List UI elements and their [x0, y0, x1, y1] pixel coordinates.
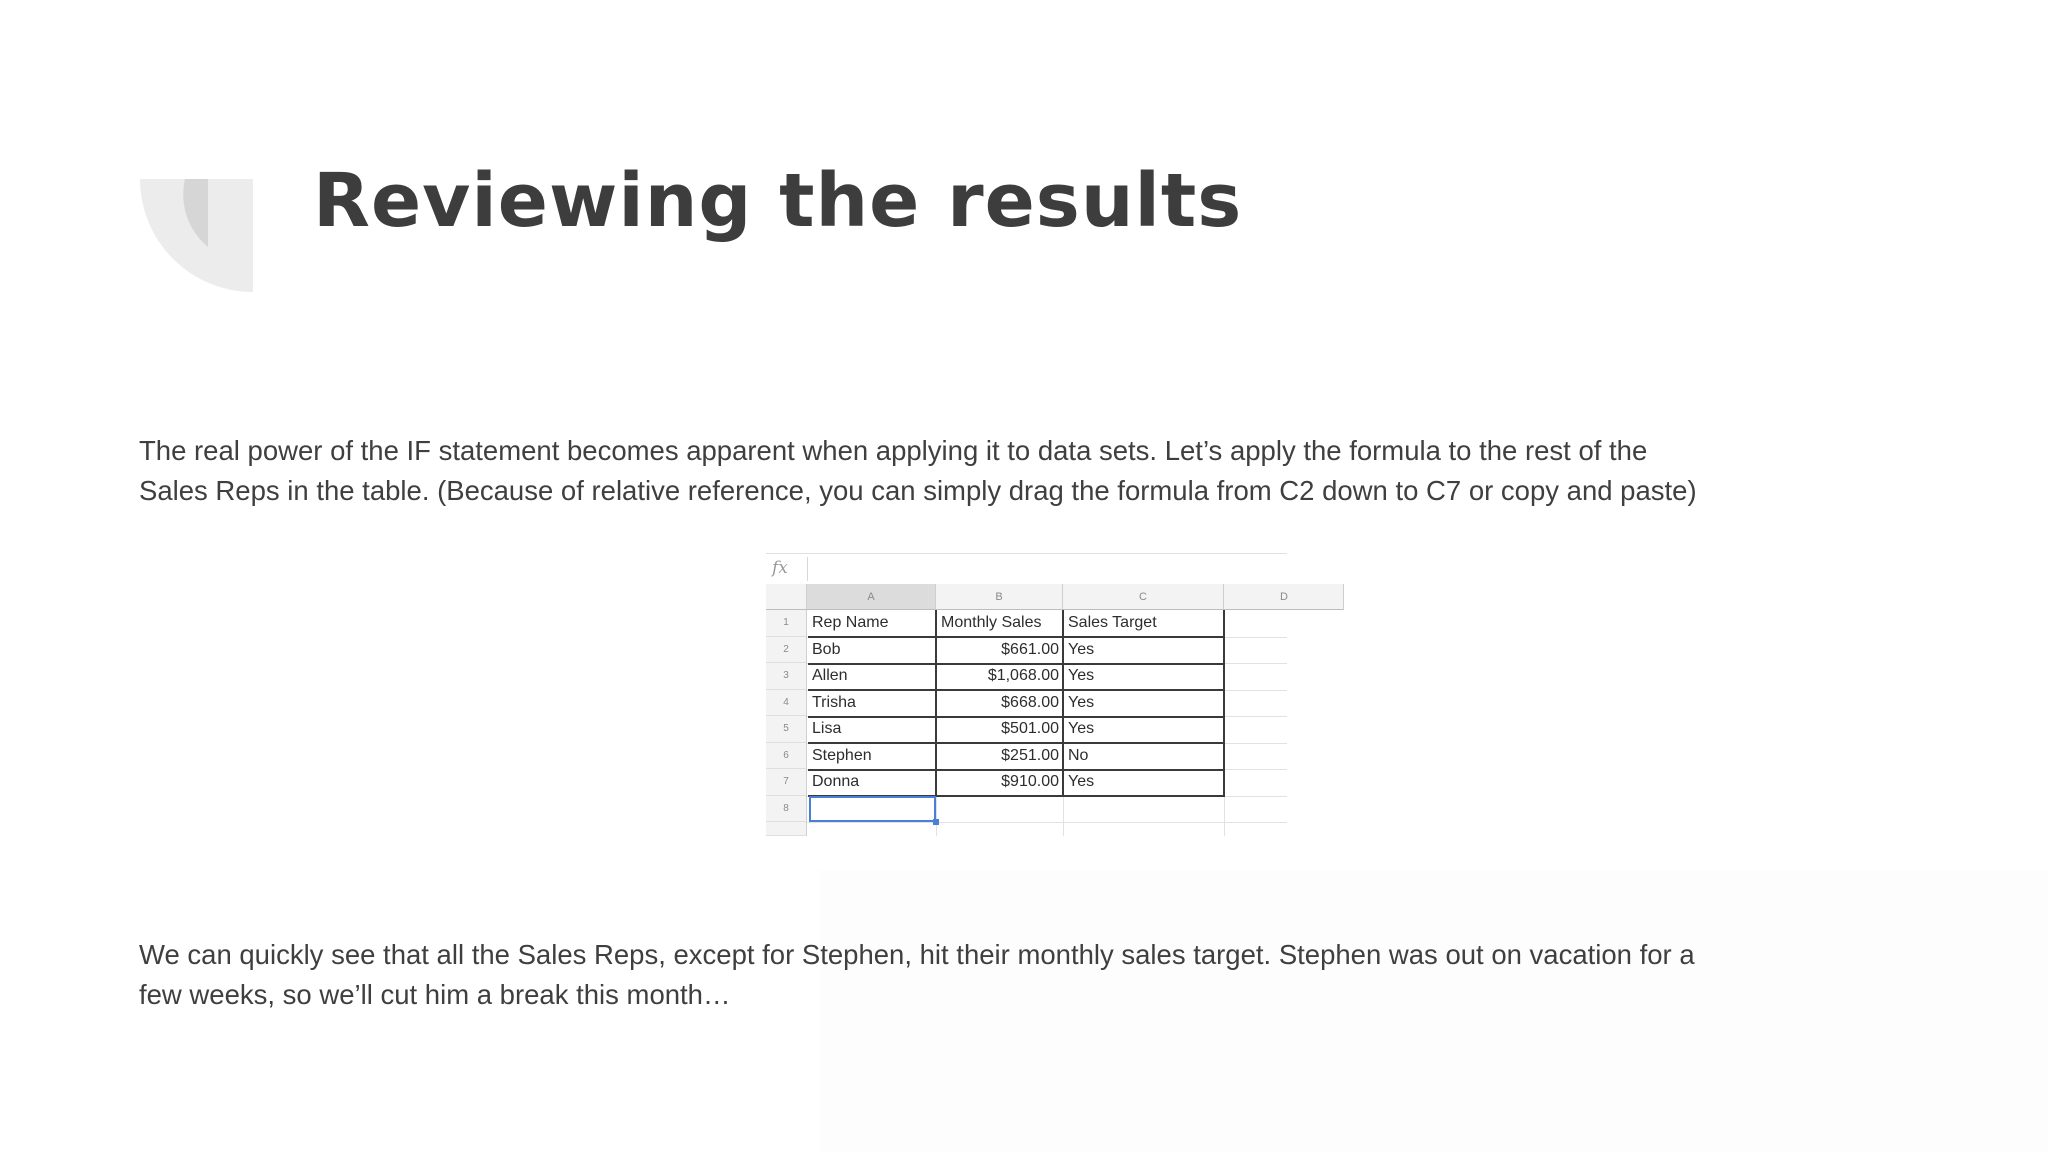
row-number: 3 [766, 663, 807, 690]
row-number: 6 [766, 743, 807, 770]
header-cell-rep-name: Rep Name [812, 614, 889, 631]
active-cell-selection [809, 796, 936, 822]
row-number-partial [766, 822, 807, 836]
sales-target-cell: Yes [1068, 720, 1095, 737]
rep-name-cell: Bob [812, 640, 841, 658]
row-number: 8 [766, 796, 807, 823]
sales-target-cell: Yes [1068, 640, 1095, 658]
column-header: C [1063, 584, 1224, 610]
column-header: D [1224, 584, 1344, 610]
monthly-sales-cell: $1,068.00 [987, 667, 1059, 684]
sales-target-cell: Yes [1068, 667, 1095, 684]
column-header: B [936, 584, 1063, 610]
sales-target-cell: Yes [1068, 773, 1095, 790]
rep-name-cell: Stephen [812, 746, 872, 764]
row-number: 2 [766, 637, 807, 664]
conclusion-paragraph: We can quickly see that all the Sales Reps, except for Stephen, hit their monthly sales target. Stephen was out on vacation for a few weeks, so we’ll cut him a break this month… [139, 939, 1695, 1010]
rep-name-cell: Trisha [812, 693, 856, 711]
monthly-sales-cell: $910.00 [1001, 773, 1059, 790]
gridline [807, 822, 1287, 823]
monthly-sales-cell: $668.00 [1001, 693, 1059, 711]
corner-header [766, 584, 807, 610]
row-number: 1 [766, 610, 807, 637]
formula-bar [766, 553, 1287, 585]
spreadsheet-screenshot [766, 553, 1287, 836]
row-number: 4 [766, 690, 807, 717]
formula-bar-divider [807, 557, 808, 581]
row-number: 7 [766, 769, 807, 796]
slide-title: Reviewing the results [313, 158, 1243, 244]
formula-icon: fx [772, 558, 788, 578]
rep-name-cell: Allen [812, 667, 848, 684]
row-number: 5 [766, 716, 807, 743]
header-cell-sales-target: Sales Target [1068, 614, 1157, 631]
column-header: A [807, 584, 936, 610]
intro-paragraph: The real power of the IF statement becomes apparent when applying it to data sets. Let’s apply the formula to the rest of the Sales Reps in the table. (Because of relative reference, you can simply drag the formula from C2 down to C7 or copy and paste) [139, 435, 1697, 506]
header-cell-monthly-sales: Monthly Sales [941, 614, 1042, 631]
monthly-sales-cell: $501.00 [1001, 720, 1059, 737]
sales-target-cell: Yes [1068, 693, 1095, 711]
sales-target-cell: No [1068, 746, 1089, 764]
monthly-sales-cell: $251.00 [1001, 746, 1059, 764]
corner-decoration-icon [140, 179, 253, 292]
monthly-sales-cell: $661.00 [1001, 640, 1059, 658]
fill-handle [933, 819, 939, 825]
rep-name-cell: Donna [812, 773, 860, 790]
rep-name-cell: Lisa [812, 720, 842, 737]
